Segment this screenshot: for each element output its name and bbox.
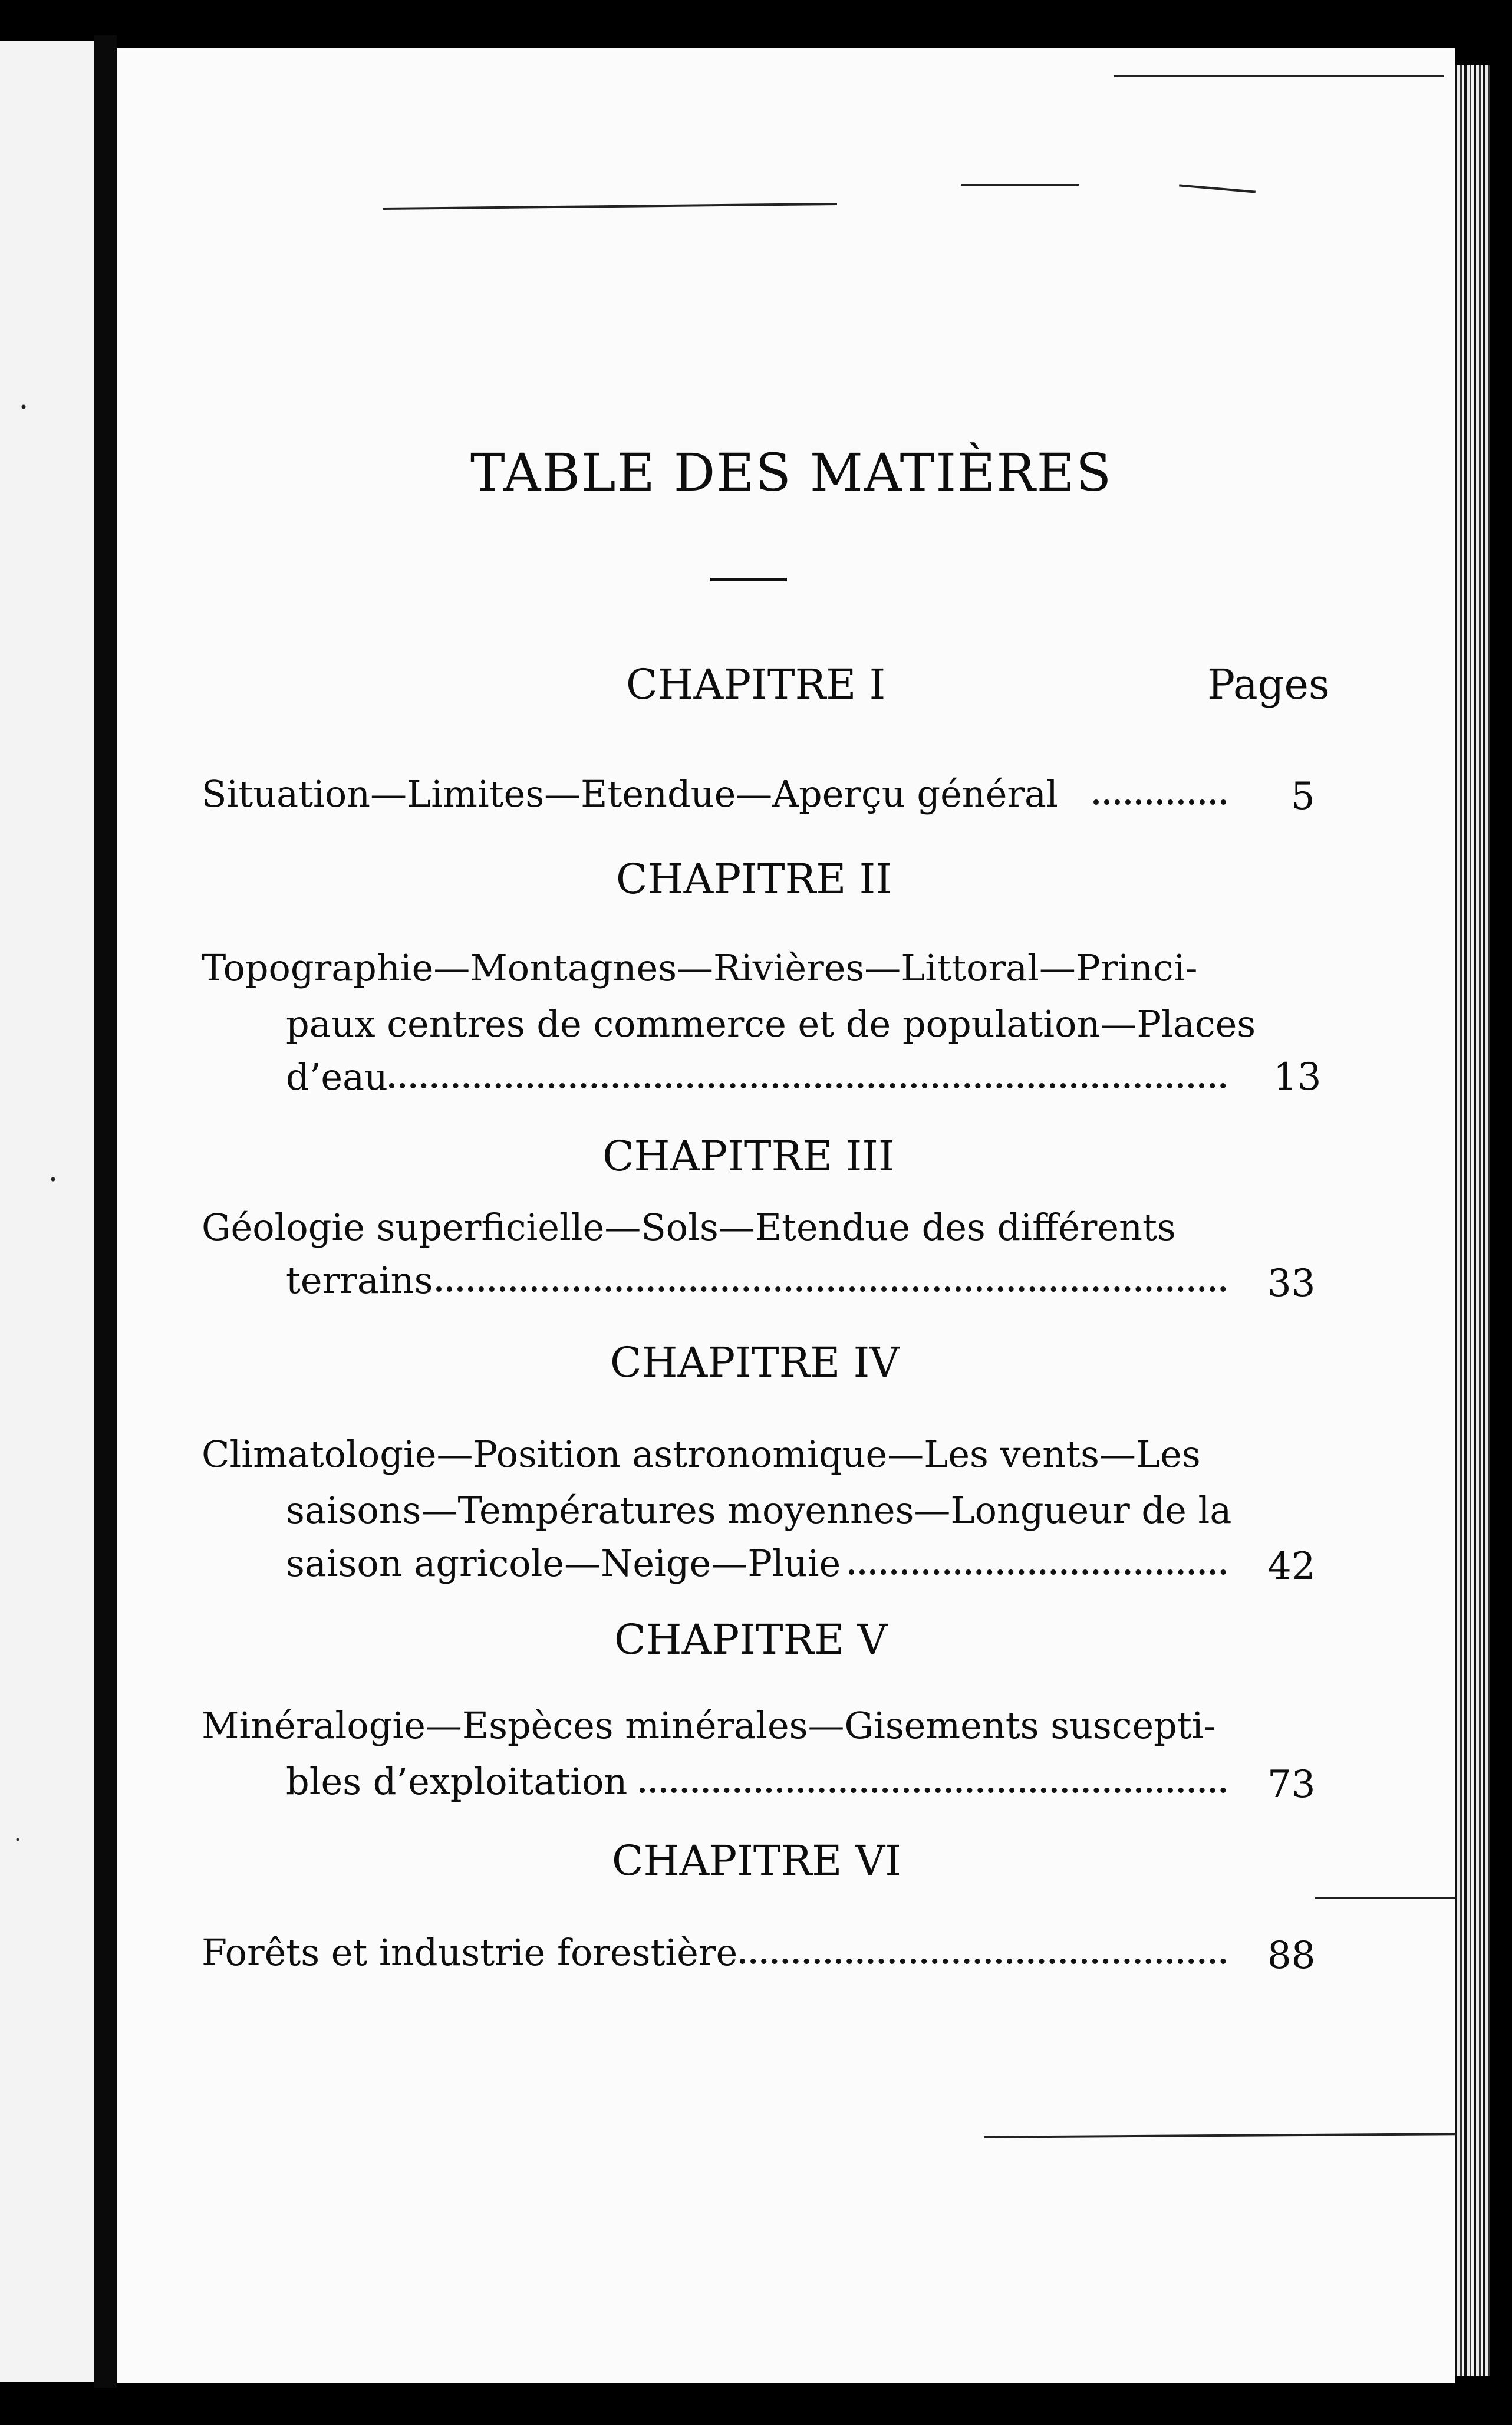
toc-entry-line: d’eau bbox=[286, 1055, 388, 1098]
dot-leader bbox=[436, 1286, 1226, 1292]
toc-entry-line: bles d’exploitation bbox=[286, 1760, 628, 1803]
title-underline bbox=[710, 578, 787, 581]
adjacent-page-strip bbox=[0, 41, 94, 2382]
page-title: TABLE DES MATIÈRES bbox=[470, 442, 1113, 503]
toc-entry-line: saison agricole—Neige—Pluie bbox=[286, 1542, 841, 1585]
scan-rule-top-2 bbox=[961, 184, 1079, 186]
chapter-heading: CHAPITRE III bbox=[602, 1132, 895, 1180]
chapter-heading: CHAPITRE IV bbox=[610, 1338, 900, 1387]
chapter-heading: CHAPITRE II bbox=[616, 855, 892, 903]
dot-leader bbox=[849, 1569, 1226, 1575]
toc-entry-line: Forêts et industrie forestière bbox=[202, 1931, 738, 1974]
toc-entry-line: Topographie—Montagnes—Rivières—Littoral—Princi- bbox=[202, 946, 1198, 989]
toc-page-number: 13 bbox=[1273, 1055, 1322, 1099]
toc-entry-line: Minéralogie—Espèces minérales—Gisements suscepti- bbox=[202, 1704, 1216, 1747]
chapter-heading: CHAPITRE I bbox=[626, 660, 886, 709]
scan-rule-top-4 bbox=[1114, 75, 1444, 77]
toc-page-number: 88 bbox=[1267, 1934, 1316, 1977]
pages-column-label: Pages bbox=[1207, 660, 1330, 709]
chapter-heading: CHAPITRE V bbox=[614, 1615, 888, 1664]
scan-rule-right-1 bbox=[1315, 1897, 1456, 1899]
dot-leader bbox=[1093, 799, 1226, 805]
page-edge-stack bbox=[1455, 65, 1490, 2376]
toc-entry-line: saisons—Températures moyennes—Longueur de la bbox=[286, 1489, 1232, 1532]
book-spine-shadow bbox=[94, 35, 117, 2388]
toc-entry-line: Situation—Limites—Etendue—Aperçu général bbox=[202, 772, 1058, 815]
toc-page-number: 5 bbox=[1291, 775, 1315, 818]
toc-entry-line: Géologie superficielle—Sols—Etendue des différents bbox=[202, 1206, 1176, 1249]
toc-entry-line: terrains bbox=[286, 1259, 433, 1302]
toc-entry-line: paux centres de commerce et de population—Places bbox=[286, 1002, 1256, 1045]
chapter-heading: CHAPITRE VI bbox=[612, 1837, 901, 1885]
toc-page-number: 73 bbox=[1267, 1763, 1316, 1807]
toc-page-number: 33 bbox=[1267, 1262, 1316, 1305]
dot-leader bbox=[640, 1788, 1226, 1793]
toc-page-number: 42 bbox=[1267, 1545, 1316, 1588]
dot-leader bbox=[389, 1083, 1226, 1088]
dot-leader bbox=[740, 1959, 1226, 1964]
toc-entry-line: Climatologie—Position astronomique—Les vents—Les bbox=[202, 1433, 1201, 1476]
